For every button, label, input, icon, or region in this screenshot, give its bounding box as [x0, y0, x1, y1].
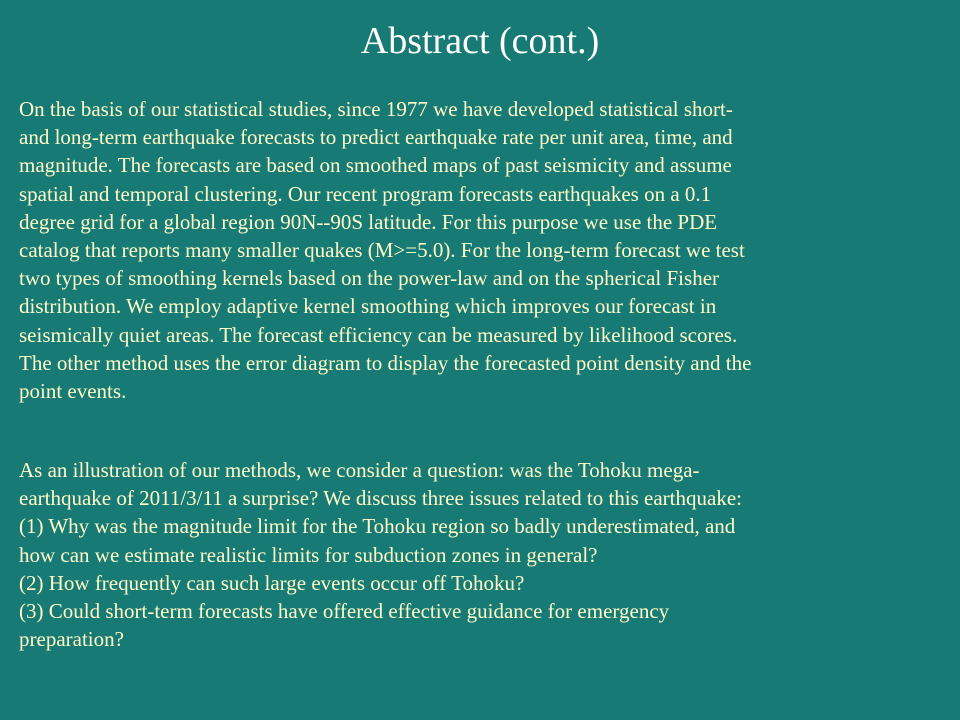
paragraph-line: catalog that reports many smaller quakes (M>=5.0). For the long-term forecast we test	[19, 238, 745, 263]
paragraph-line: As an illustration of our methods, we consider a question: was the Tohoku mega-	[19, 458, 700, 482]
abstract-paragraph-2	[19, 456, 951, 653]
paragraph-line: degree grid for a global region 90N--90S latitude. For this purpose we use the PDE	[19, 209, 718, 234]
abstract-paragraph-1	[19, 95, 951, 405]
paragraph-line: spatial and temporal clustering. Our recent program forecasts earthquakes on a 0.1	[19, 181, 712, 206]
paragraph-line: two types of smoothing kernels based on the power-law and on the spherical Fisher	[19, 266, 720, 291]
slide-title: Abstract (cont.)	[360, 20, 600, 62]
paragraph-line: preparation?	[19, 627, 124, 652]
paragraph-line: magnitude. The forecasts are based on smoothed maps of past seismicity and assume	[19, 153, 732, 178]
paragraph-line: how can we estimate realistic limits for subduction zones in general?	[19, 542, 598, 567]
paragraph-line: The other method uses the error diagram to display the forecasted point density and the	[19, 350, 752, 375]
paragraph-line: (3) Could short-term forecasts have offered effective guidance for emergency	[19, 599, 670, 624]
paragraph-line: (2) How frequently can such large events occur off Tohoku?	[19, 570, 525, 595]
paragraph-line: On the basis of our statistical studies, since 1977 we have developed statistical short-	[19, 97, 733, 121]
paragraph-line: point events.	[19, 379, 127, 404]
paragraph-line: (1) Why was the magnitude limit for the Tohoku region so badly underestimated, and	[19, 514, 736, 539]
paragraph-line: earthquake of 2011/3/11 a surprise? We discuss three issues related to this earthquake:	[19, 486, 742, 511]
paragraph-line: seismically quiet areas. The forecast efficiency can be measured by likelihood scores.	[19, 322, 738, 347]
paragraph-line: and long-term earthquake forecasts to predict earthquake rate per unit area, time, and	[19, 125, 733, 150]
paragraph-line: distribution. We employ adaptive kernel smoothing which improves our forecast in	[19, 294, 717, 319]
